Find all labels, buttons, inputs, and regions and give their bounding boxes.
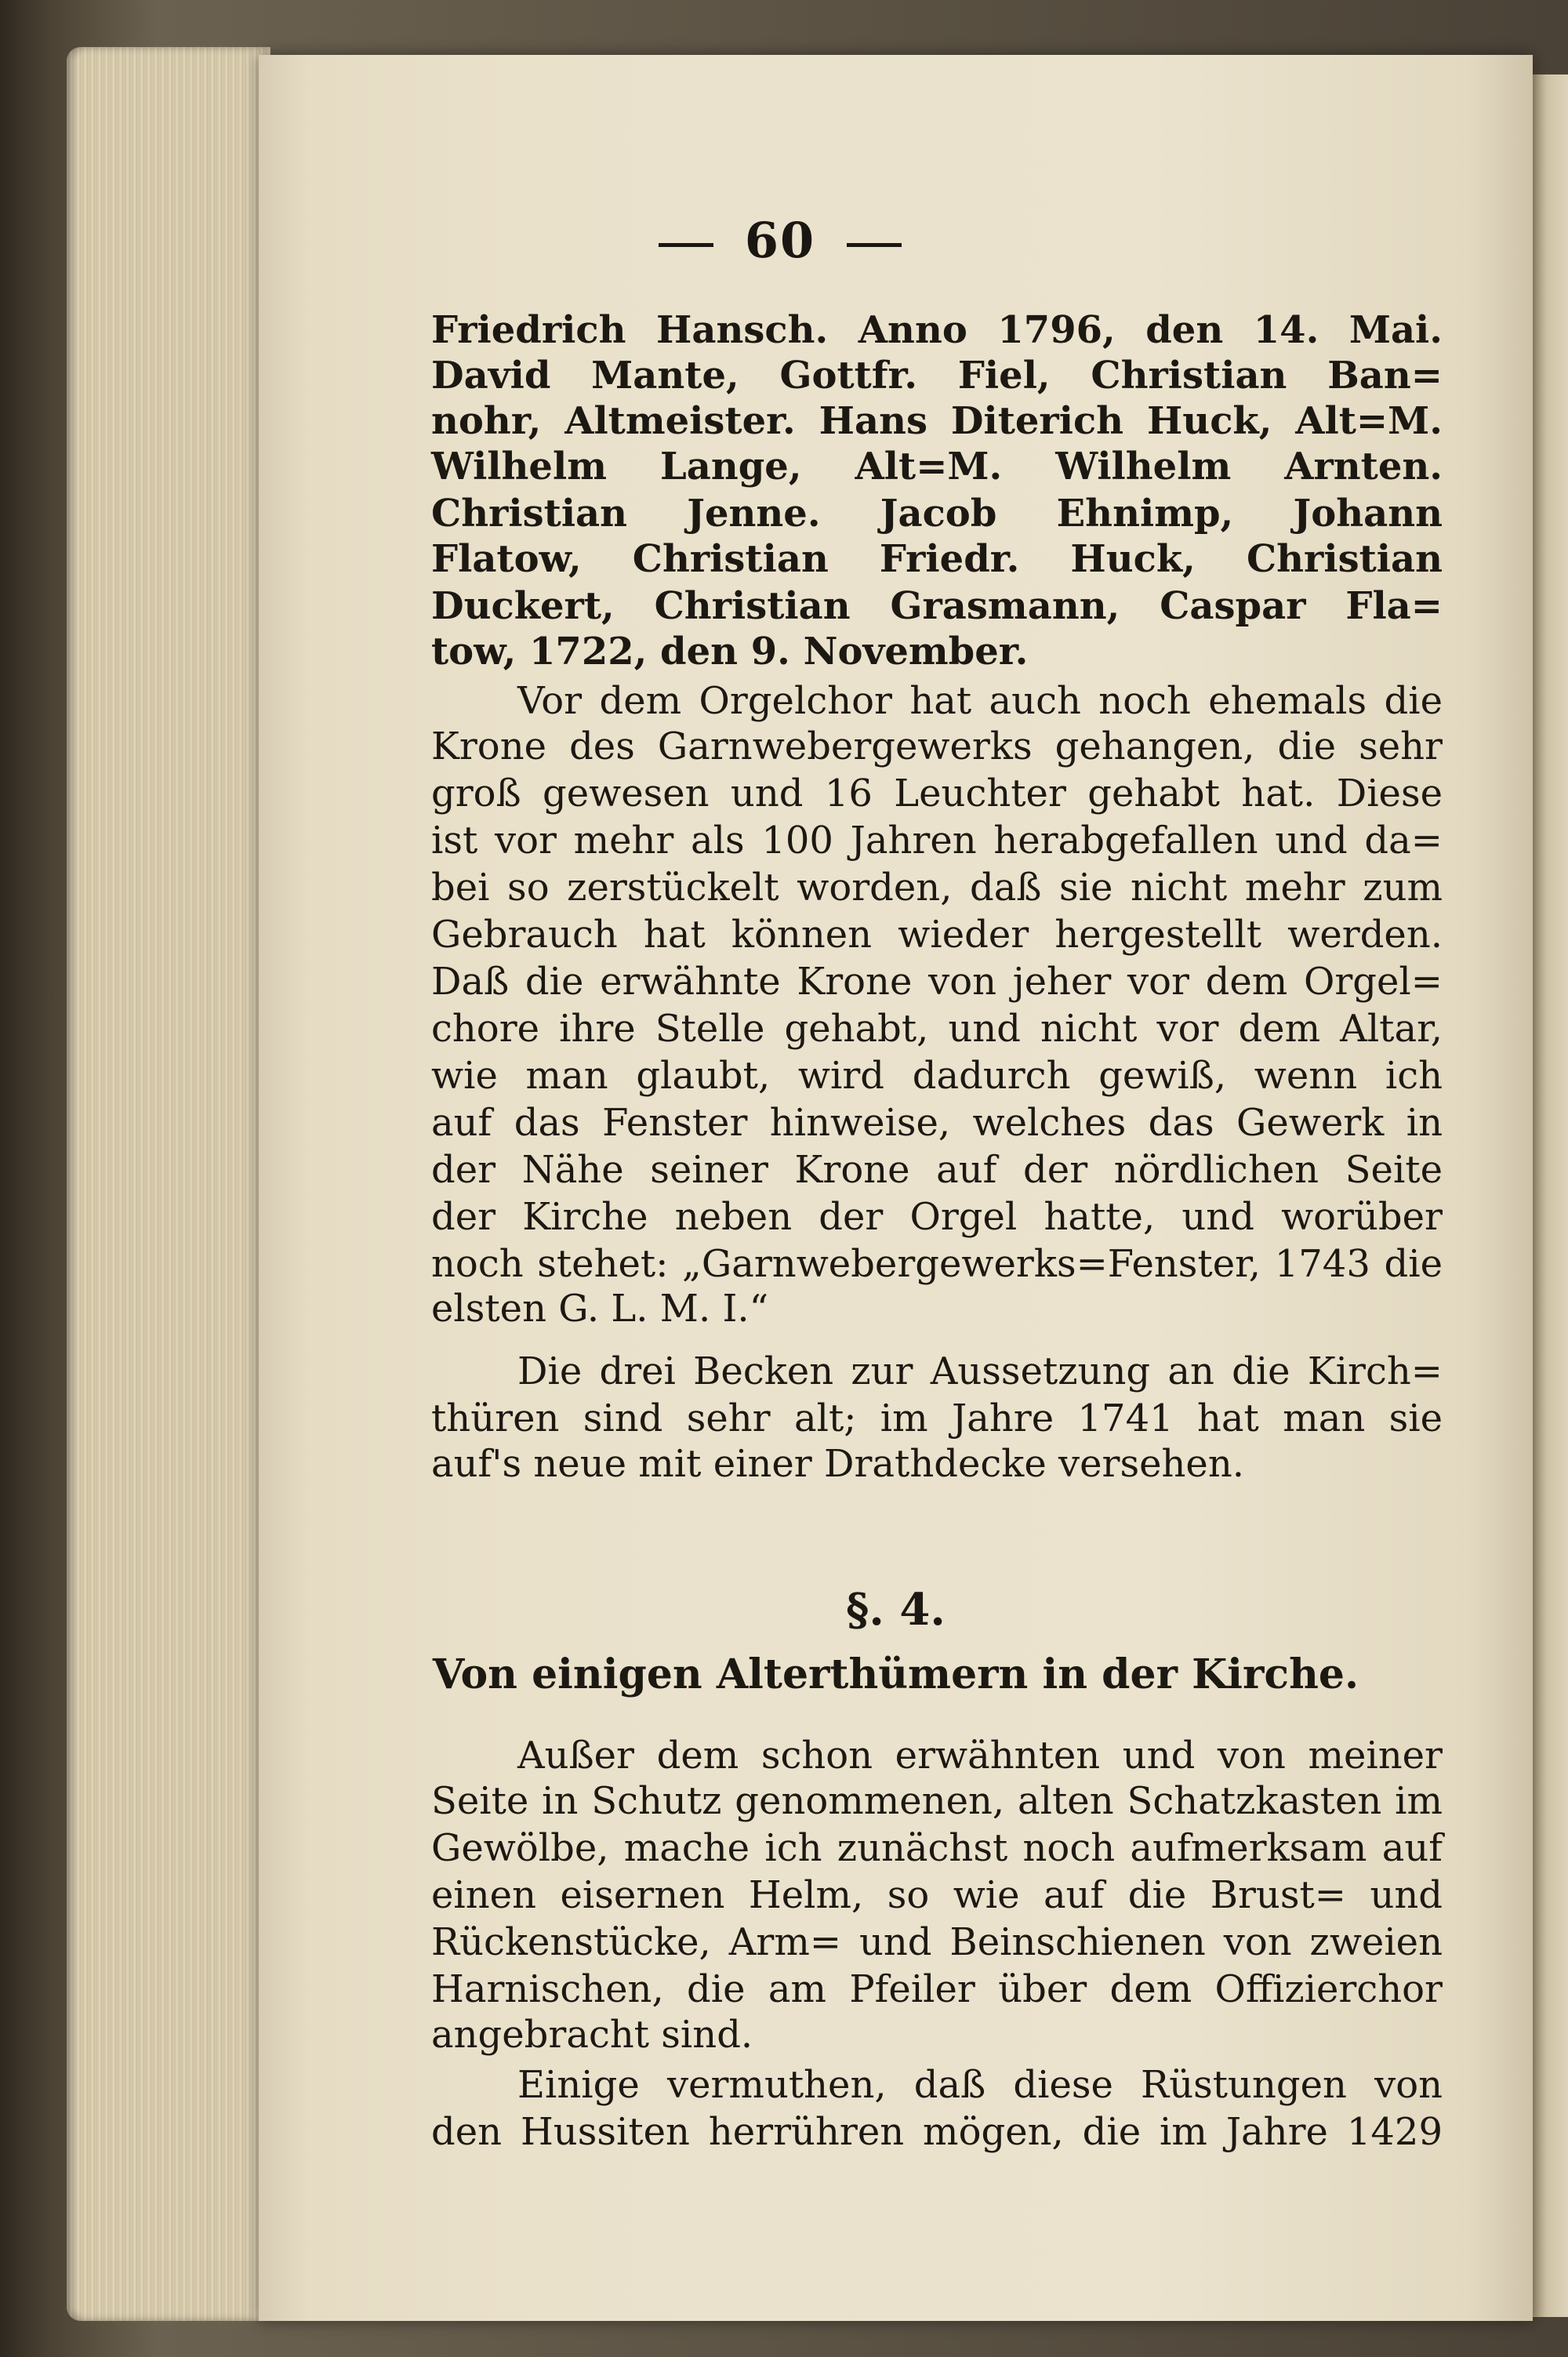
text-line: Einige vermuthen, daß diese Rüstungen von bbox=[517, 2063, 1443, 2107]
text-line: Rückenstücke, Arm= und Beinschienen von zweien bbox=[431, 1920, 1443, 1964]
text-line: Flatow, Christian Friedr. Huck, Christian bbox=[431, 537, 1443, 581]
section-number: §. 4. bbox=[846, 1584, 946, 1636]
text-line: Duckert, Christian Grasmann, Caspar Fla= bbox=[431, 584, 1443, 628]
text-line: Vor dem Orgelchor hat auch noch ehemals die bbox=[517, 679, 1443, 723]
text-line: Krone des Garnwebergewerks gehangen, die sehr bbox=[431, 725, 1443, 768]
text-line: der Nähe seiner Krone auf der nördlichen Seite bbox=[431, 1148, 1443, 1192]
text-line: tow, 1722, den 9. November. bbox=[431, 630, 1029, 674]
text-line: den Hussiten herrühren mögen, die im Jahre 1429 bbox=[431, 2110, 1443, 2154]
text-line: Daß die erwähnte Krone von jeher vor dem Orgel= bbox=[431, 960, 1443, 1004]
text-line: thüren sind sehr alt; im Jahre 1741 hat man sie bbox=[431, 1396, 1443, 1440]
text-line: wie man glaubt, wird dadurch gewiß, wenn ich bbox=[431, 1054, 1443, 1098]
page-header bbox=[259, 212, 1301, 269]
text-line: groß gewesen und 16 Leuchter gehabt hat. Diese bbox=[431, 772, 1443, 815]
text-line: auf's neue mit einer Drathdecke versehen. bbox=[431, 1442, 1244, 1486]
page-text bbox=[259, 55, 1533, 2321]
text-line: einen eisernen Helm, so wie auf die Brust= und bbox=[431, 1873, 1443, 1917]
text-line: David Mante, Gottfr. Fiel, Christian Ban= bbox=[431, 354, 1443, 398]
book-page bbox=[259, 55, 1533, 2321]
adjacent-page-edge bbox=[1533, 74, 1568, 2317]
page-number: 60 bbox=[744, 212, 816, 269]
text-line: auf das Fenster hinweise, welches das Gewerk in bbox=[431, 1101, 1443, 1145]
text-line: Gewölbe, mache ich zunächst noch aufmerksam auf bbox=[431, 1826, 1443, 1870]
text-line: Die drei Becken zur Aussetzung an die Kirch= bbox=[517, 1349, 1443, 1393]
text-line: Friedrich Hansch. Anno 1796, den 14. Mai. bbox=[431, 308, 1443, 352]
text-line: Außer dem schon erwähnten und von meiner bbox=[517, 1734, 1443, 1778]
text-line: Harnischen, die am Pfeiler über dem Offizierchor bbox=[431, 1967, 1443, 2011]
text-line: nohr, Altmeister. Hans Diterich Huck, Alt=M. bbox=[431, 399, 1443, 443]
text-line: chore ihre Stelle gehabt, und nicht vor dem Altar, bbox=[431, 1007, 1443, 1051]
text-line: angebracht sind. bbox=[431, 2013, 753, 2057]
text-line: noch stehet: „Garnwebergewerks=Fenster, 1743 die bbox=[431, 1242, 1443, 1286]
page-edges bbox=[67, 47, 270, 2321]
text-line: Seite in Schutz genommenen, alten Schatzkasten im bbox=[431, 1779, 1443, 1823]
section-title: Von einigen Alterthümern in der Kirche. bbox=[432, 1651, 1359, 1698]
header-dash-left bbox=[659, 243, 713, 247]
text-line: Christian Jenne. Jacob Ehnimp, Johann bbox=[431, 492, 1443, 536]
header-dash-right bbox=[847, 243, 902, 247]
text-line: bei so zerstückelt worden, daß sie nicht mehr zum bbox=[431, 866, 1443, 910]
text-line: der Kirche neben der Orgel hatte, und worüber bbox=[431, 1195, 1443, 1239]
text-line: ist vor mehr als 100 Jahren herabgefallen und da= bbox=[431, 819, 1443, 863]
text-line: Wilhelm Lange, Alt=M. Wilhelm Arnten. bbox=[431, 445, 1443, 488]
text-line: elsten G. L. M. I.“ bbox=[431, 1287, 769, 1331]
text-line: Gebrauch hat können wieder hergestellt werden. bbox=[431, 913, 1443, 957]
